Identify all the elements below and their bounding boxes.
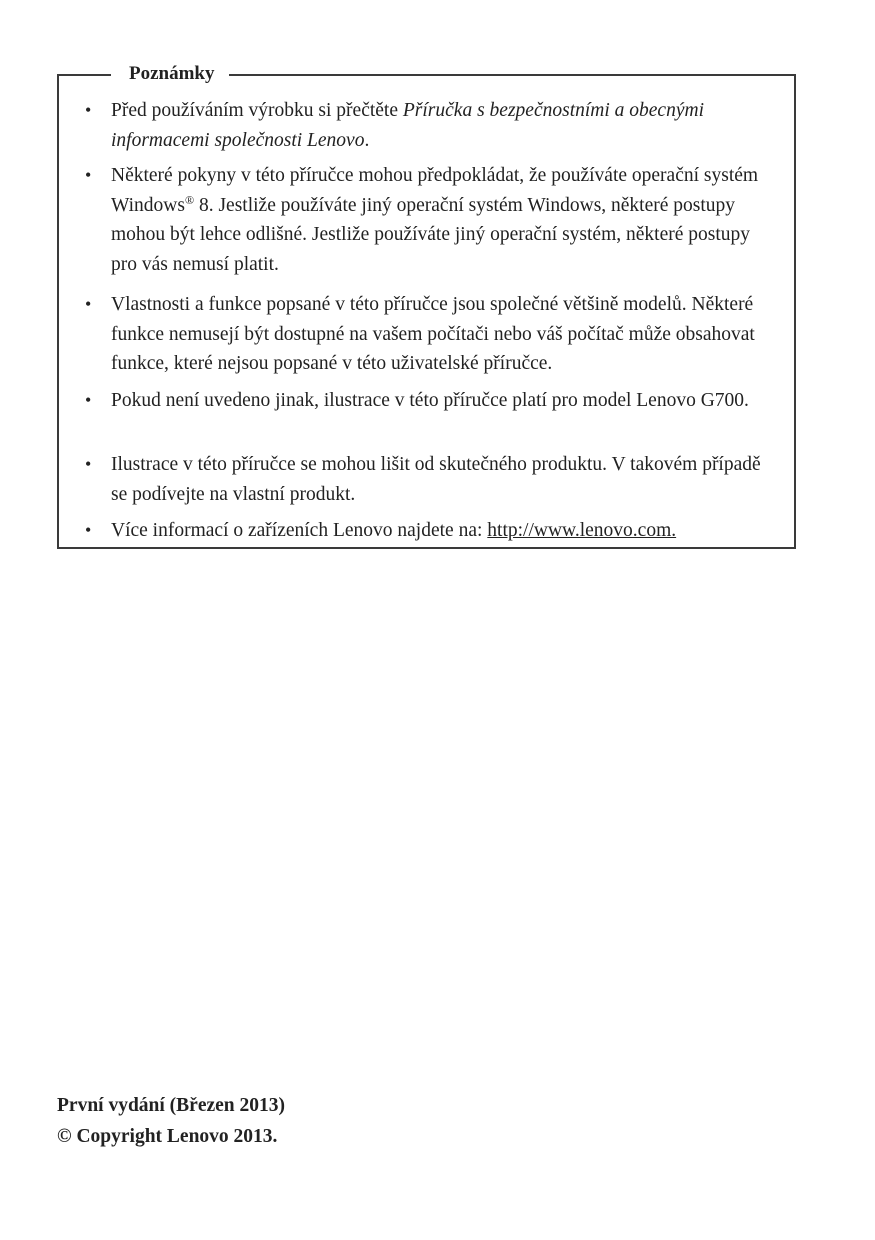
registered-mark: ® — [184, 192, 195, 207]
edition-footer — [57, 1090, 285, 1152]
guide-title: Příručka s bezpečnostními a obecnými informacemi společnosti Lenovo — [111, 100, 704, 151]
bullet-icon: • — [85, 294, 92, 314]
bullet-icon: • — [85, 454, 92, 474]
note-item-features — [85, 290, 765, 379]
note-item-illustrations-model — [85, 386, 765, 416]
note-text: Některé pokyny v této příručce mohou předpokládat, že používáte operační systém Windows® 8. Jestliže používáte jiný operační systém Windows, některé postupy mohou být lehce odlišné. Jestliže používáte jiný operační systém, některé postupy pro vás nemusí platit. — [111, 165, 759, 275]
note-item-safety-guide — [85, 96, 765, 155]
notes-title: Poznámky — [111, 62, 229, 86]
bullet-icon: • — [85, 100, 92, 120]
note-text: Ilustrace v této příručce se mohou lišit od skutečného produktu. V takovém případě se podívejte na vlastní produkt. — [111, 454, 761, 505]
edition-info: První vydání (Březen 2013) — [57, 1095, 286, 1116]
note-text: Více informací o zařízeních Lenovo najdete na: http://www.lenovo.com. — [111, 520, 677, 541]
bullet-icon: • — [85, 390, 92, 410]
copyright-notice: © Copyright Lenovo 2013. — [57, 1126, 278, 1147]
note-item-illustrations-differ — [85, 450, 765, 509]
note-text: Před používáním výrobku si přečtěte Příručka s bezpečnostními a obecnými informacemi společnosti Lenovo. — [111, 100, 704, 151]
note-text: Vlastnosti a funkce popsané v této příručce jsou společné většině modelů. Některé funkce nemusejí být dostupné na vašem počítači nebo váš počítač může obsahovat funkce, které nejsou popsané v této uživatelské příručce. — [111, 294, 755, 374]
note-item-more-info — [85, 516, 765, 546]
notes-box — [57, 63, 796, 549]
bullet-icon: • — [85, 165, 92, 185]
bullet-icon: • — [85, 520, 92, 540]
note-text: Pokud není uvedeno jinak, ilustrace v této příručce platí pro model Lenovo G700. — [111, 390, 749, 411]
lenovo-website-link[interactable]: http://www.lenovo.com. — [487, 520, 677, 541]
note-item-windows — [85, 161, 765, 279]
